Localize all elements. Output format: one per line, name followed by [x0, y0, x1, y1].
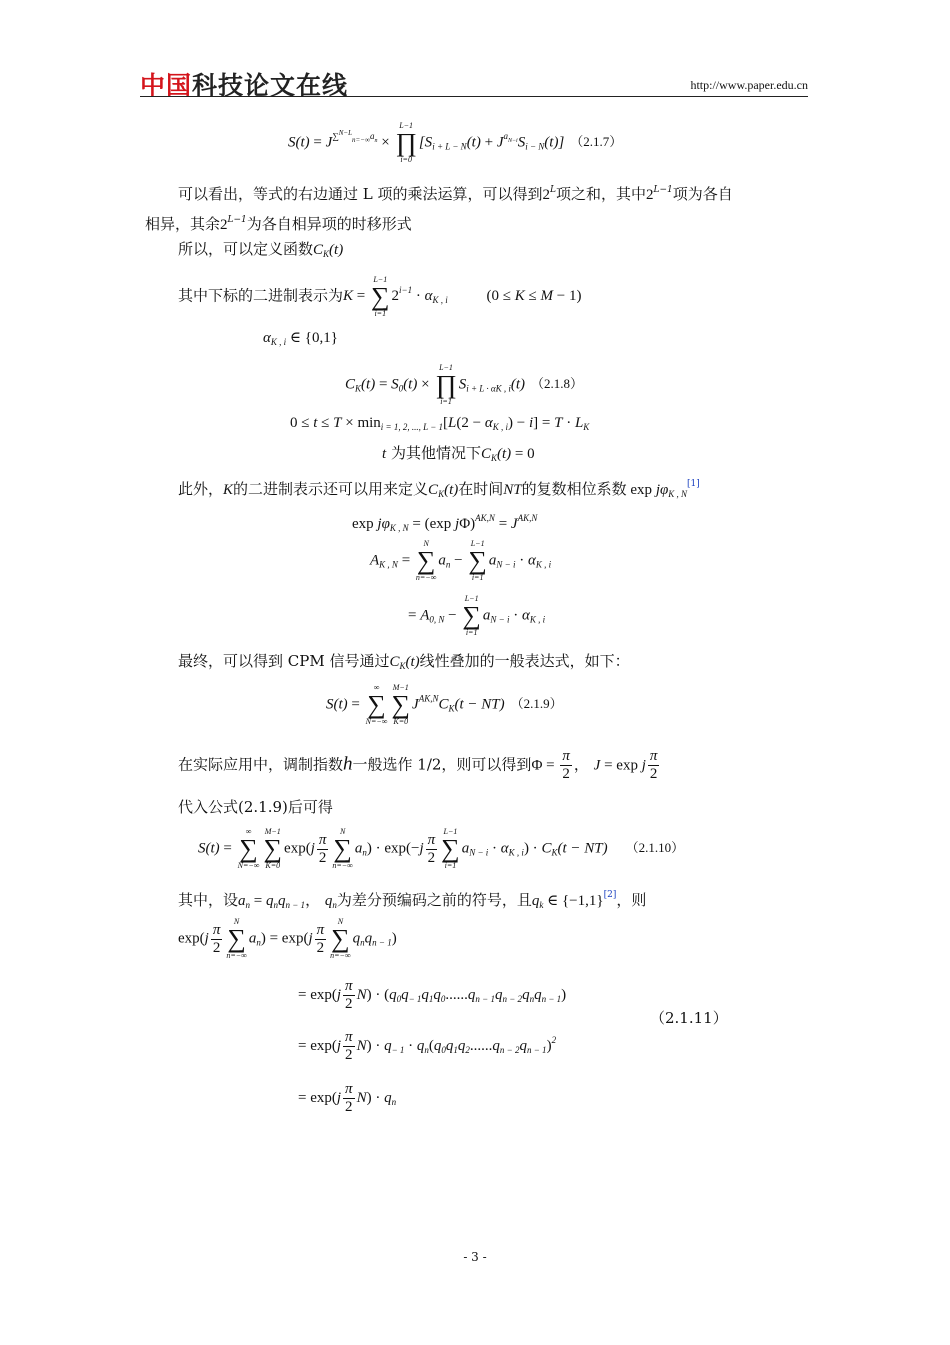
equation-line: $\alpha_{K , i}$ ∈ {0,1} [263, 330, 338, 347]
equation-2-1-7: $S(t) = J^{\sum^{N-L}_{n=-\infty}a_n}$ × L−1 ∏ i=0 $[S_{i + L - N}(t) + J^{a_{N-i}}S_{i - N}(t)]$ （2.1.7） [288, 121, 623, 164]
equation-2-1-10: S(t) = ∞ ∑ N=−∞ M−1 ∑ K=0 exp(j $\frac{\pi}{2}$ N ∑ n=−∞ $a_n) \cdot \exp(-j$ $\frac{\pi}{2}$ L−1 ∑ i=1 $a_{N - i} \cdot \alpha_{K , i}) \cdot C_K(t - NT)$ （2.1.10） [198, 827, 685, 870]
equation-line: = exp(j $\frac{\pi}{2}$ $N) \cdot q_n$ [298, 1081, 397, 1115]
equation-2-1-8: $C_K(t) = S_0(t)$ × L−1 ∏ i=1 $S_{i + L \cdot \alpha K , i}(t)$ （2.1.8） [345, 363, 584, 406]
equation-line: = exp(j $\frac{\pi}{2}$ $N) \cdot q_{- 1} \cdot q_n(q_0q_1q_2......q_{n - 2}q_{n - 1})^2$ [298, 1029, 557, 1063]
header-rule [140, 96, 808, 97]
logo-black-text: 科技论文在线 [192, 71, 349, 100]
citation-link[interactable]: [2] [603, 890, 617, 900]
paragraph-line: 在实际应用中，调制指数h一般选作 1/2，则可以得到Φ = $\frac{\pi}{2}$ ， J = exp j $\frac{\pi}{2}$ [178, 748, 658, 782]
paragraph-line: 最终，可以得到 CPM 信号通过$C_K(t)$线性叠加的一般表达式，如下： [178, 652, 630, 671]
equation-line: = exp(j $\frac{\pi}{2}$ $N) \cdot (q_0q_{- 1}q_1q_0......q_{n - 1}q_{n - 2}q_nq_{n - 1})$ [298, 978, 567, 1012]
equation-line: = $A_{0, N}$ − L−1 ∑ i=1 $a_{N - i} \cdot \alpha_{K , i}$ [408, 594, 546, 637]
paragraph-line: 其中下标的二进制表示为K = L−1 ∑ i=1 $2^{i-1} \cdot \alpha_{K , i}$ (0 ≤ K ≤ M − 1) [178, 275, 582, 318]
equation-number: （2.1.10） [625, 840, 685, 856]
equation-line: $0 \le t \le T \times \min_{i = 1, 2, ..., L - 1}[L(2 - \alpha_{K , i}) - i] = T \cdot L_K$ [290, 415, 590, 432]
equation-number: （2.1.11） [650, 1009, 728, 1027]
paragraph-line: 代入公式(2.1.9)后可得 [178, 798, 333, 816]
logo-red-text: 中国 [140, 71, 193, 100]
equation-2-1-11: exp(j $\frac{\pi}{2}$ N ∑ n=−∞ $a_n) = \exp(j$ $\frac{\pi}{2}$ N ∑ n=−∞ $q_nq_{n - 1}$) [178, 917, 397, 960]
equation-number: （2.1.9） [510, 696, 563, 712]
equation-number: （2.1.7） [570, 134, 623, 150]
paragraph-line: 其中，设$a_n = q_nq_{n - 1}$， $q_n$为差分预编码之前的符号，且$q_k$ ∈ {−1,1}[2]，则 [178, 890, 647, 910]
page-number: - 3 - [463, 1250, 487, 1264]
paragraph-line: 相异，其余$2^{L-1}$为各自相异项的时移形式 [145, 215, 412, 233]
paragraph-line: 可以看出，等式的右边通过 L 项的乘法运算，可以得到$2^L$项之和，其中$2^{L-1}$项为各自 [178, 185, 733, 203]
equation-line: t 为其他情况下$C_K(t) = 0$ [382, 444, 535, 463]
paragraph-line: 此外，K的二进制表示还可以用来定义$C_K(t)$在时间NT的复数相位系数 $\exp j\varphi_{K , N}[1]$ [178, 479, 700, 499]
header-url[interactable]: http://www.paper.edu.cn [690, 78, 808, 92]
citation-link[interactable]: [1] [687, 479, 700, 489]
paragraph-line: 所以，可以定义函数$C_K(t)$ [178, 240, 344, 259]
equation-line: $A_{K , N}$ = N ∑ n=−∞ $a_n$ − L−1 ∑ i=1 $a_{N - i} \cdot \alpha_{K , i}$ [370, 539, 552, 582]
equation-line: $\exp j\varphi_{K , N} = (\exp$ $j\Phi)^{AK,N} = J^{AK,N}$ [352, 513, 538, 533]
equation-number: （2.1.8） [531, 376, 584, 392]
equation-2-1-9: S(t) = ∞ ∑ N=−∞ M−1 ∑ K=0 $J^{AK,N}C_K(t - NT)$ （2.1.9） [326, 683, 563, 726]
